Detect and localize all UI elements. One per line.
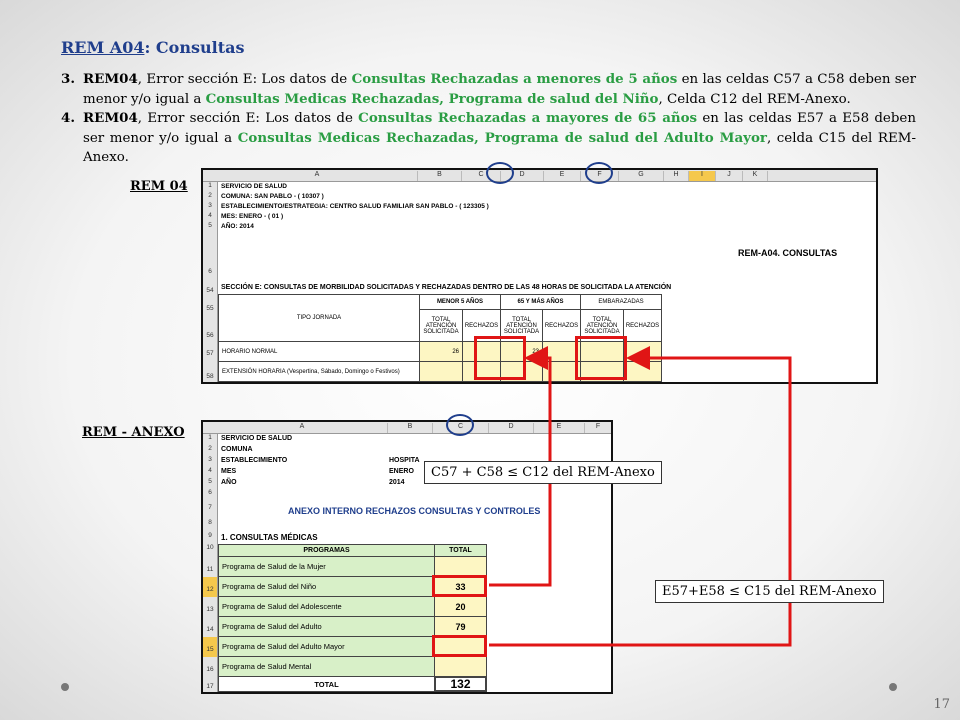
rem04-column-header: A B C D E F G H I J K [203, 170, 876, 182]
slide-dot-right [889, 683, 897, 691]
callout-e57-rule: E57+E58 ≤ C15 del REM-Anexo [655, 580, 884, 603]
anexo-heading: ANEXO INTERNO RECHAZOS CONSULTAS Y CONTROLES [288, 506, 541, 516]
anexo-section: 1. CONSULTAS MÉDICAS [221, 533, 318, 542]
title-rest: : Consultas [144, 38, 245, 57]
callout-c57-rule: C57 + C58 ≤ C12 del REM-Anexo [424, 461, 662, 484]
rem04-spreadsheet: A B C D E F G H I J K 1 2 3 4 5 6 54 55 56 57 58 SERVICIO DE SALUD COMUNA: SAN PABLO - ( 10307 ) ESTABLECIMIENTO/ESTRATEGIA: CENTRO SALUD FAMILIAR SAN PABLO - ( 123305 ) MES: ENERO - ( 01 ) AÑO: 2014 REM-A04. CONSULTAS SECCIÓN E: CONSULTAS DE MORBILIDAD SOLICITADAS Y RECHAZADAS DENTRO DE LAS 48 HORAS DE SOLICITADA LA ATENCIÓN TIPO JORNADA MENOR 5 AÑOS 65 Y MÁS AÑOS EMBARAZADAS TOTAL ATENCIÓN SOLICITADA RECHAZOS TOTAL ATENCIÓN SOLICITADA RECHAZOS TOTAL ATENCIÓN SOLICITADA RECHAZOS HORARIO NORMAL EXTENSIÓN HORARIA (Vespertina, Sábado, Domingo o Festivos) 26 23 1 [201, 168, 878, 384]
error-item-4: 4. REM04, Error sección E: Los datos de Consultas Rechazadas a mayores de 65 años en las celdas E57 a E58 deben ser menor y/o igual a Consultas Medicas Rechazadas, Programa de salud del Adulto Mayor, celda C15 del REM-Anexo. [61, 110, 916, 165]
rem04-section: SECCIÓN E: CONSULTAS DE MORBILIDAD SOLICITADAS Y RECHAZADAS DENTRO DE LAS 48 HORAS DE SOLICITADA LA ATENCIÓN [221, 284, 672, 291]
anexo-column-header: A B C D E F [203, 422, 611, 434]
anexo-spreadsheet: A B C D E F 1 2 3 4 5 6 7 8 9 10 11 12 13 14 15 16 17 SERVICIO DE SALUD COMUNA ESTABLECIMIENTO MES AÑO HOSPITA ENERO 2014 ANEXO INTERNO RECHAZOS CONSULTAS Y CONTROLES 1. CONSULTAS MÉDICAS PROGRAMAS TOTAL Programa de Salud de la Mujer Programa de Salud del Niño Programa de Salud del Adolescente Programa de Salud del Adulto Programa de Salud del Adulto Mayor Programa de Salud Mental 33 20 79 TOTAL 132 [201, 420, 613, 694]
slide-dot-left [61, 683, 69, 691]
rem04-label: REM 04 [130, 179, 188, 194]
error-item-3: 3. REM04, Error sección E: Los datos de Consultas Rechazadas a menores de 5 años en las celdas C57 a C58 deben ser menor y/o igual a Consultas Medicas Rechazadas, Programa de salud del Niño, Celda C12 del REM-Anexo. [61, 71, 916, 107]
title-code: REM A04 [61, 38, 145, 57]
rem04-heading: REM-A04. CONSULTAS [738, 248, 838, 258]
anexo-total-value: 132 [434, 676, 487, 692]
anexo-label: REM - ANEXO [82, 425, 185, 440]
page-number: 17 [933, 697, 950, 712]
